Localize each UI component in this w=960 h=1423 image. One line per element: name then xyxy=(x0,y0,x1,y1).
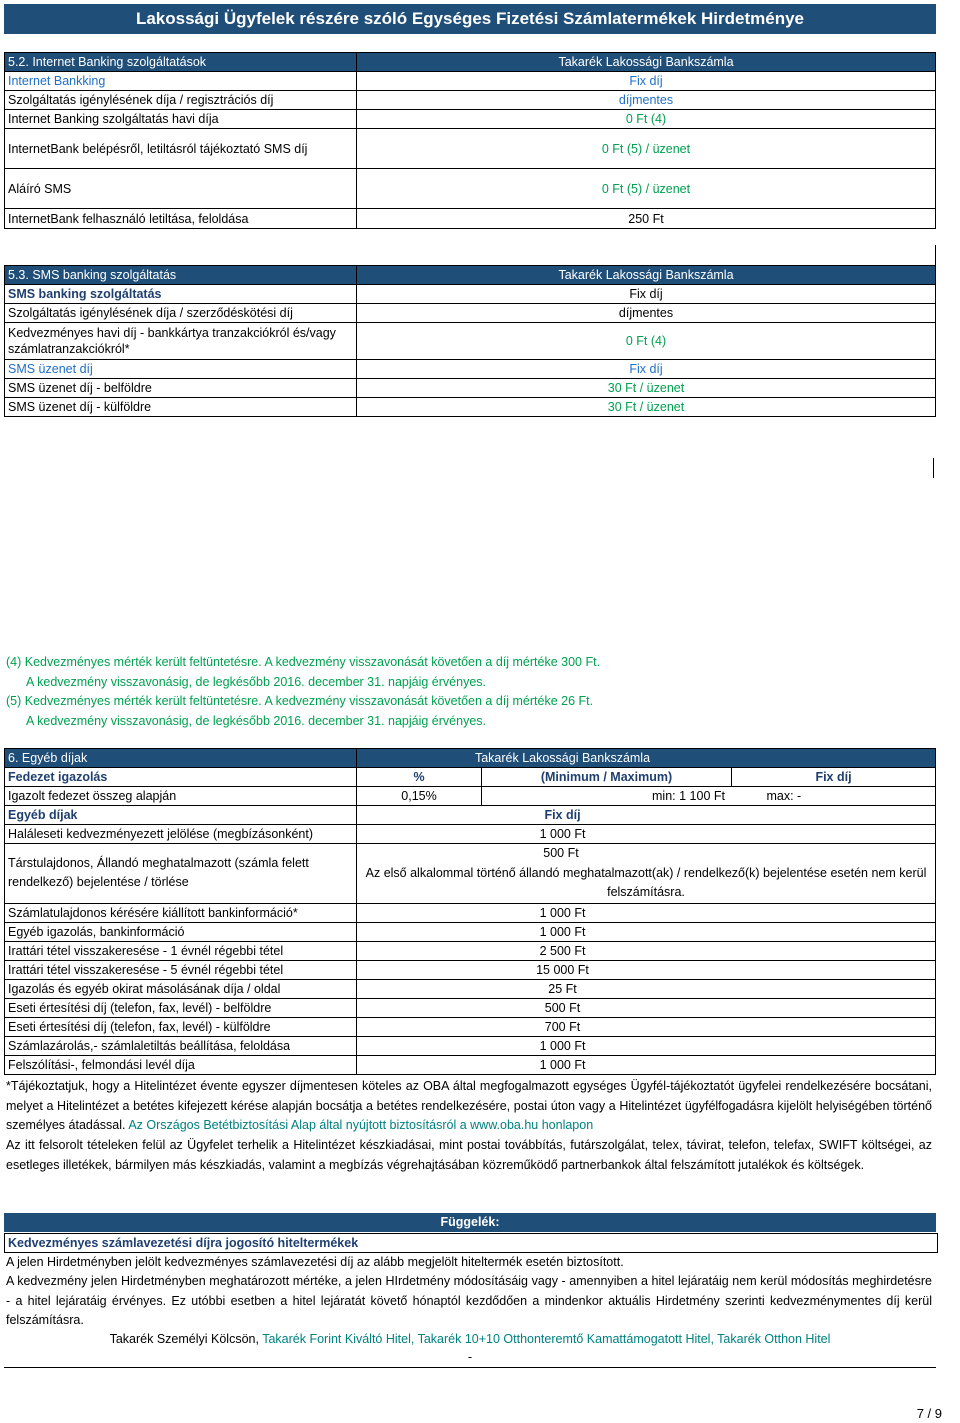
row-value: 0 Ft (4) xyxy=(357,110,936,129)
row-label: SMS üzenet díj - belföldre xyxy=(5,379,357,398)
row-label: Szolgáltatás igénylésének díja / regisztrációs díj xyxy=(5,91,357,110)
footnote-5-validity: A kedvezmény visszavonásig, de legkésőbb 2016. december 31. napjáig érvényes. xyxy=(26,713,487,728)
row-label: Számlatulajdonos kérésére kiállított bankinformáció* xyxy=(5,903,357,922)
table-row xyxy=(5,285,936,304)
table-row xyxy=(5,91,936,110)
percent-value: 0,15% xyxy=(357,787,482,806)
footnotes xyxy=(6,653,936,731)
row-value: 1 000 Ft xyxy=(357,922,936,941)
footnote-4: (4) Kedvezményes mérték került feltüntetésre. A kedvezmény visszavonását követően a díj mértéke 300 Ft. xyxy=(6,655,601,669)
fix-header: Fix díj xyxy=(732,768,936,787)
section-title: 6. Egyéb díjak xyxy=(5,749,357,768)
row-value: 500 Ft xyxy=(357,998,936,1017)
table-row xyxy=(5,979,936,998)
table-row xyxy=(5,304,936,323)
table-row xyxy=(5,72,936,91)
table-row xyxy=(5,941,936,960)
table-row xyxy=(5,825,936,844)
sms-banking-table xyxy=(4,265,936,417)
header-title: Lakossági Ügyfelek részére szóló Egységes Fizetési Számlatermékek Hirdetménye xyxy=(135,9,805,28)
table-row xyxy=(5,922,936,941)
table-row xyxy=(5,903,936,922)
row-value: 250 Ft xyxy=(357,209,936,229)
divider xyxy=(933,458,934,478)
appendix-paragraph-2: A kedvezmény jelen Hirdetményben meghatározott mértéke, a jelen HIrdetmény módosításáig vagy - amennyiben a hitel lejáratáig nem kerül módosítás meghirdetésre - a hitel lejáratáig érvényes. Ez utóbbi esetben a hitel lejáratát követő hónaptól kezdődően a mindenkor aktuális Hirdetmény szerinti kedvezménymentes díj kerül felszámításra. xyxy=(6,1274,932,1327)
table-row xyxy=(5,323,936,360)
row-label: Aláíró SMS xyxy=(5,169,357,209)
table-row xyxy=(5,1017,936,1036)
row-label: Társtulajdonos, Állandó meghatalmazott (számla felett rendelkező) bejelentése / törlése xyxy=(5,844,357,904)
footnote-5: (5) Kedvezményes mérték került feltüntetésre. A kedvezmény visszavonását követően a díj mértéke 26 Ft. xyxy=(6,694,594,708)
table-row xyxy=(5,360,936,379)
row-value: 25 Ft xyxy=(357,979,936,998)
table-row xyxy=(5,768,936,787)
table-row xyxy=(5,110,936,129)
row-label: Szolgáltatás igénylésének díja / szerződéskötési díj xyxy=(5,304,357,323)
appendix-paragraph-1: A jelen Hirdetményben jelölt kedvezményes számlavezetési díj az alább megjelölt hiteltermék esetén biztosított. xyxy=(6,1255,624,1269)
row-label: Igazolás és egyéb okirat másolásának díja / oldal xyxy=(5,979,357,998)
row-value: díjmentes xyxy=(357,91,936,110)
table-row xyxy=(5,960,936,979)
row-label: Igazolt fedezet összeg alapján xyxy=(5,787,357,806)
min-value: 1 100 Ft xyxy=(679,789,725,803)
table-header-row xyxy=(5,53,936,72)
product-list-box xyxy=(4,1330,936,1368)
product-dash: - xyxy=(467,1350,473,1364)
oba-paragraph xyxy=(6,1077,932,1136)
internet-banking-table xyxy=(4,52,936,229)
tars-fee: 500 Ft xyxy=(543,846,579,860)
row-value: 700 Ft xyxy=(357,1017,936,1036)
row-label: Eseti értesítési díj (telefon, fax, levél) - külföldre xyxy=(5,1017,357,1036)
row-value: 15 000 Ft xyxy=(357,960,936,979)
row-label: Felszólítási-, felmondási levél díja xyxy=(5,1055,357,1074)
sub-header: Egyéb díjak xyxy=(5,806,357,825)
table-row xyxy=(5,379,936,398)
row-label: InternetBank belépésről, letiltásról tájékoztató SMS díj xyxy=(5,129,357,169)
section-title: 5.2. Internet Banking szolgáltatások xyxy=(5,53,357,72)
max-label: max: xyxy=(766,789,794,803)
section-title: 5.3. SMS banking szolgáltatás xyxy=(5,266,357,285)
account-header: Takarék Lakossági Bankszámla xyxy=(357,266,936,285)
fix-header: Fix díj xyxy=(357,806,936,825)
row-value: 1 000 Ft xyxy=(357,1036,936,1055)
row-label: Internet Banking szolgáltatás havi díja xyxy=(5,110,357,129)
row-value: 0 Ft (4) xyxy=(357,323,936,360)
min-label: min: xyxy=(652,789,676,803)
table-row xyxy=(5,1036,936,1055)
page-number: 7 / 9 xyxy=(916,1406,942,1421)
row-label: Irattári tétel visszakeresése - 5 évnél régebbi tétel xyxy=(5,960,357,979)
row-value: 2 500 Ft xyxy=(357,941,936,960)
row-label: Egyéb igazolás, bankinformáció xyxy=(5,922,357,941)
minmax-header: (Minimum / Maximum) xyxy=(482,768,732,787)
oba-link-text: Az Országos Betétbiztosítási Alap által nyújtott biztosításról a www.oba.hu honlapon xyxy=(128,1118,594,1132)
tars-note: Az első alkalommal történő állandó meghatalmazott(ak) / rendelkező(k) bejelentése esetén nem kerül felszámításra. xyxy=(365,865,927,899)
table-row xyxy=(5,998,936,1017)
fix-header: Fix díj xyxy=(357,285,936,304)
sub-header: SMS üzenet díj xyxy=(5,360,357,379)
row-label: SMS üzenet díj - külföldre xyxy=(5,398,357,417)
row-label: Eseti értesítési díj (telefon, fax, levél) - belföldre xyxy=(5,998,357,1017)
row-value: 0 Ft (5) / üzenet xyxy=(357,129,936,169)
table-header-row xyxy=(5,266,936,285)
fix-header: Fix díj xyxy=(357,360,936,379)
max-value: - xyxy=(797,789,802,803)
appendix-title: Függelék: xyxy=(440,1215,500,1229)
table-row xyxy=(5,209,936,229)
table-row xyxy=(5,844,936,904)
table-row xyxy=(5,1055,936,1074)
row-value: 0 Ft (5) / üzenet xyxy=(357,169,936,209)
appendix-subtitle-bar xyxy=(4,1233,938,1253)
footnote-4-validity: A kedvezmény visszavonásig, de legkésőbb 2016. december 31. napjáig érvényes. xyxy=(26,674,487,689)
product-personal-loan: Takarék Személyi Kölcsön, xyxy=(109,1332,259,1346)
appendix-title-bar xyxy=(4,1213,936,1232)
fedezet-label: Fedezet igazolás xyxy=(5,768,357,787)
product-mortgages: Takarék Forint Kiváltó Hitel, Takarék 10+10 Otthonteremtő Kamattámogatott Hitel, Takarék Otthon Hitel xyxy=(262,1332,831,1346)
table-row xyxy=(5,129,936,169)
row-value xyxy=(357,844,936,904)
fix-header: Fix díj xyxy=(357,72,936,91)
appendix-subtitle: Kedvezményes számlavezetési díjra jogosító hiteltermékek xyxy=(8,1236,359,1250)
row-value: 1 000 Ft xyxy=(357,825,936,844)
account-header: Takarék Lakossági Bankszámla xyxy=(357,749,936,768)
table-row xyxy=(5,398,936,417)
costs-paragraph: Az itt felsorolt tételeken felül az Ügyfelet terhelik a Hitelintézet készkiadásai, mint postai továbbítás, futárszolgálat, telex, távirat, telefon, telefax, SWIFT költségei, az esetleges illetékek, bármilyen más készkiadás, valamint a megbízás végrehajtásában közreműködő partnerbankok által felszámított jutalékok és költségek. xyxy=(6,1138,932,1172)
row-label: Haláleseti kedvezményezett jelölése (megbízásonként) xyxy=(5,825,357,844)
row-value: 30 Ft / üzenet xyxy=(357,398,936,417)
percent-header: % xyxy=(357,768,482,787)
row-label: Irattári tétel visszakeresése - 1 évnél régebbi tétel xyxy=(5,941,357,960)
divider xyxy=(935,245,936,265)
row-value: 1 000 Ft xyxy=(357,903,936,922)
oba-text: *Tájékoztatjuk, hogy a Hitelintézet évente egyszer díjmentesen köteles az OBA által megfogalmazott egységes Ügyfél-tájékoztatót ügyfelei rendelkezésére bocsátani, melyet a Hitelintézet a betétes kifejezett kérése alapján bocsátja a betétes rendelkezésére, postai úton vagy a Hitelintézet ügyfélfogadásra kijelölt helyiségében történő személyes átadással. xyxy=(6,1079,932,1132)
table-row xyxy=(5,787,936,806)
row-label: InternetBank felhasználó letiltása, feloldása xyxy=(5,209,357,229)
row-label: Számlazárolás,- számlaletiltás beállítása, feloldása xyxy=(5,1036,357,1055)
minmax-value xyxy=(482,787,936,806)
sub-header: SMS banking szolgáltatás xyxy=(5,285,357,304)
row-value: 30 Ft / üzenet xyxy=(357,379,936,398)
row-value: díjmentes xyxy=(357,304,936,323)
other-fees-table xyxy=(4,748,936,1075)
sub-header: Internet Bankking xyxy=(5,72,357,91)
page-header xyxy=(4,4,936,34)
table-row xyxy=(5,169,936,209)
row-value: 1 000 Ft xyxy=(357,1055,936,1074)
table-row xyxy=(5,806,936,825)
account-header: Takarék Lakossági Bankszámla xyxy=(357,53,936,72)
table-header-row xyxy=(5,749,936,768)
row-label: Kedvezményes havi díj - bankkártya tranzakciókról és/vagy számlatranzakciókról* xyxy=(5,323,357,360)
